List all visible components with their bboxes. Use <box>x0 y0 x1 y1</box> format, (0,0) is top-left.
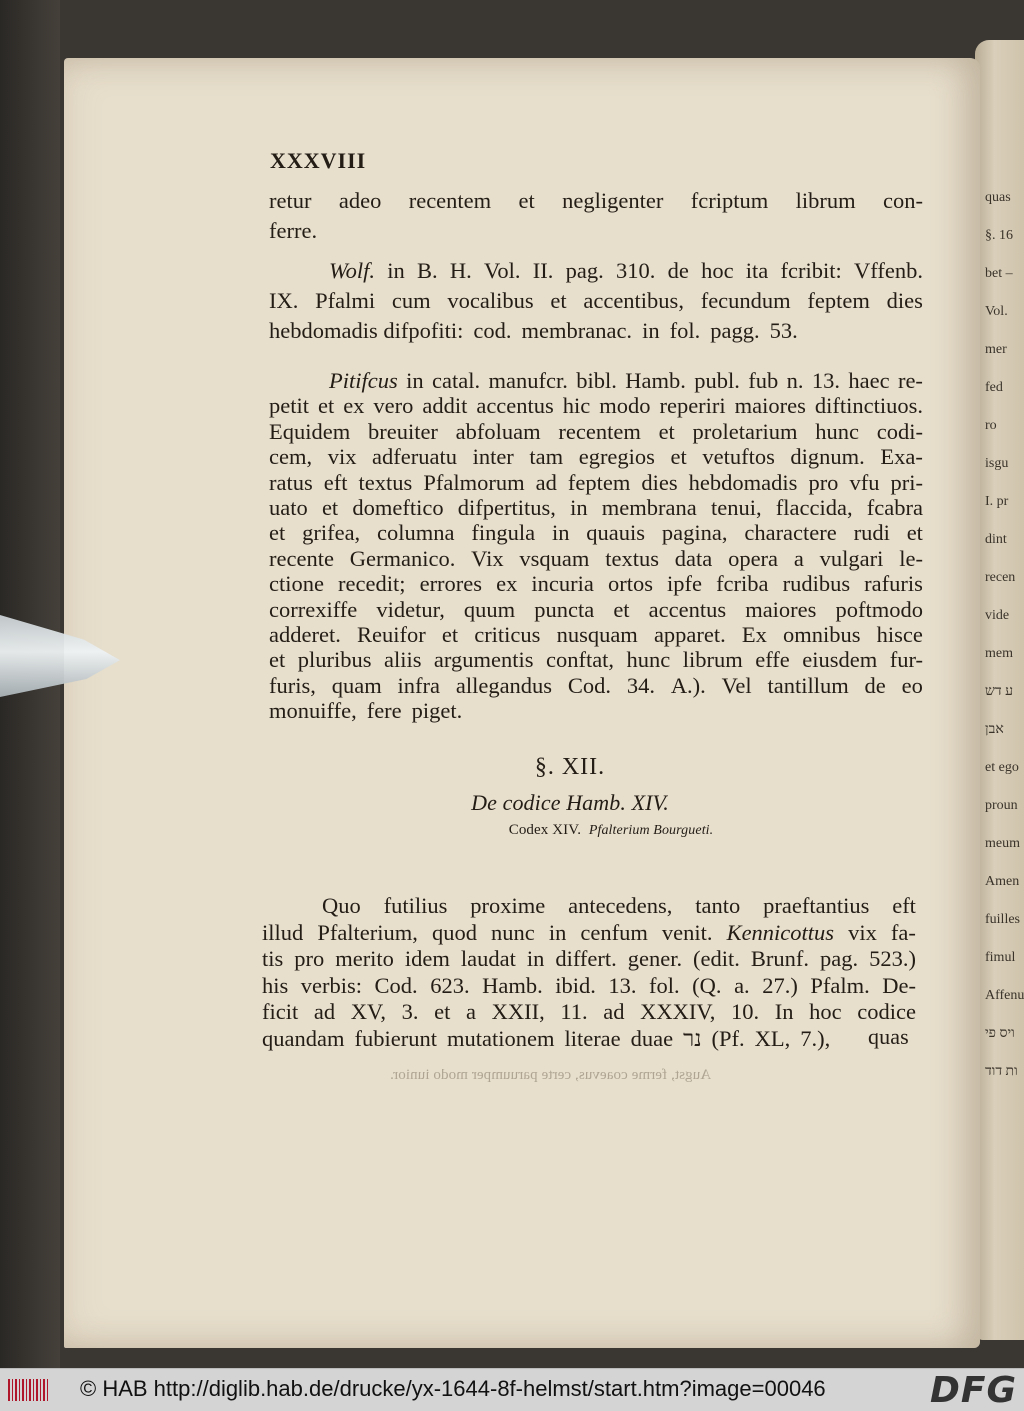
word: n. <box>786 368 804 393</box>
word: XXII, <box>491 999 545 1024</box>
word: vulgari <box>819 545 884 571</box>
word: nunc <box>491 919 535 945</box>
word: Vffenb. <box>854 258 923 283</box>
word: et <box>269 520 286 546</box>
word: hunc <box>626 647 671 673</box>
para4-line <box>262 946 916 976</box>
word: eft <box>892 893 916 918</box>
word: ficit <box>262 999 299 1024</box>
word: errores <box>419 571 483 597</box>
word: maiores <box>745 596 817 622</box>
word: in <box>642 318 660 343</box>
word: 523.) <box>869 946 916 971</box>
word: feptem <box>567 469 631 495</box>
word: omnibus <box>783 622 861 647</box>
word: fingula <box>471 520 536 546</box>
word: apparet. <box>653 622 726 647</box>
word: vocalibus <box>447 288 534 313</box>
word: allegandus <box>455 672 553 698</box>
word: vero <box>373 393 414 419</box>
word: furis, <box>269 672 316 698</box>
word: antecedens, <box>568 893 673 918</box>
next-page-fragment: bet – <box>985 266 1013 281</box>
word: 13. <box>811 368 840 393</box>
word: recentem <box>408 188 492 213</box>
word: cod. <box>473 318 512 343</box>
word: uato <box>269 495 308 520</box>
bleed-through-text: Augst, ferme coaevus, certe paruumper modo iunior. <box>390 1067 712 1083</box>
word: et <box>434 999 451 1024</box>
word: Pfalmi <box>315 288 376 313</box>
word: abfoluam <box>455 418 541 444</box>
word: hisce <box>876 622 923 647</box>
word: (Pf. <box>711 1025 745 1051</box>
word: ratus <box>269 469 313 495</box>
word: In <box>774 999 794 1024</box>
word: duae <box>630 1025 674 1051</box>
next-page-fragment: vide <box>985 608 1010 623</box>
word: in <box>551 520 570 546</box>
word: et <box>441 622 459 647</box>
word: Pfalmorum <box>423 469 525 495</box>
word: a <box>793 545 804 571</box>
word: Vix <box>471 545 504 571</box>
word: vetuftos <box>702 444 775 470</box>
word: 10. <box>730 999 760 1024</box>
word: ctione <box>269 571 324 597</box>
word: charactere <box>744 520 837 546</box>
word: et <box>317 393 335 419</box>
word: vix <box>327 444 357 470</box>
word: maiores <box>734 393 806 419</box>
page-number: XXXVIII <box>270 148 367 173</box>
word: hic <box>562 393 591 419</box>
word: eo <box>901 672 923 698</box>
word: feptem <box>807 288 870 313</box>
word: fcriba <box>716 571 769 597</box>
para4-line <box>262 1026 916 1056</box>
section-heading: §. XII. <box>534 754 606 780</box>
word: fur- <box>889 647 923 673</box>
word: Quo <box>322 893 361 918</box>
word: vsquam <box>519 545 590 571</box>
para4-line <box>322 893 916 923</box>
word: rudi <box>853 520 890 546</box>
word: con- <box>883 188 923 213</box>
word: literae <box>564 1025 621 1051</box>
next-page-fragment: fuilles <box>985 912 1020 927</box>
word: Pitifcus <box>329 368 398 393</box>
para3-line <box>269 698 923 728</box>
word: ad <box>313 999 336 1024</box>
word: H. <box>449 258 472 283</box>
word: fere <box>366 698 402 724</box>
word: 7.), <box>800 1025 831 1051</box>
word: recente <box>269 545 334 571</box>
word: in <box>526 946 545 971</box>
word: quod <box>431 919 477 945</box>
word: et <box>269 647 286 673</box>
word: in <box>387 258 405 283</box>
word: accentus <box>476 393 554 419</box>
word: hebdomadis <box>688 469 798 495</box>
word: infra <box>397 672 441 698</box>
word: 27.) <box>762 972 798 998</box>
word: puncta <box>534 596 595 622</box>
next-page-fragment: §. 16 <box>985 228 1013 243</box>
word: venit. <box>661 919 713 945</box>
next-page-fragment: proun <box>985 798 1018 813</box>
viewer-footer <box>0 1368 1024 1411</box>
word: fol. <box>649 972 680 998</box>
word: II. <box>532 258 554 283</box>
word: ipfe <box>667 571 702 597</box>
next-page-fragment: ויס פי <box>985 1026 1015 1041</box>
word: Cod. <box>567 672 612 698</box>
word: correxiffe <box>269 596 358 622</box>
word: bibl. <box>576 368 617 393</box>
word: quum <box>463 596 516 622</box>
word: publ. <box>694 368 740 393</box>
word: hebdomadis difpofiti: <box>269 318 464 343</box>
word: Germanico. <box>349 545 456 571</box>
word: rafuris <box>864 571 923 597</box>
word: opera <box>728 545 779 571</box>
word: codice <box>857 999 916 1024</box>
word: dies <box>641 469 678 495</box>
codex-label: Codex XIV. <box>508 822 582 838</box>
word: tenui, <box>710 495 762 520</box>
word: rudibus <box>782 571 851 597</box>
word: 3. <box>401 999 419 1024</box>
hab-barcode-icon <box>8 1379 50 1401</box>
word: ferre. <box>269 218 318 243</box>
word: criticus <box>474 622 541 647</box>
word: his <box>262 972 289 998</box>
word: Pfalterium, <box>317 919 418 945</box>
word: pagg. <box>710 318 760 343</box>
word: XXXIV, <box>640 999 716 1024</box>
word: conftat, <box>545 647 615 673</box>
word: Cod. <box>374 972 418 998</box>
word: codi- <box>876 418 923 444</box>
next-page-fragment: dint <box>985 532 1007 547</box>
word: dignum. <box>790 444 865 470</box>
word: 11. <box>560 999 588 1024</box>
word: De- <box>882 972 916 998</box>
next-page-edge <box>975 40 1024 1340</box>
word: pagina, <box>661 520 728 546</box>
word: data <box>674 545 713 571</box>
word: egregios <box>578 444 655 470</box>
word: fecundum <box>700 288 791 313</box>
word: pluribus <box>297 647 372 673</box>
word: fcribit: <box>780 258 842 283</box>
word: ortos <box>607 571 653 597</box>
word: et <box>518 188 535 213</box>
word: ibid. <box>555 972 596 998</box>
word: adeo <box>338 188 382 213</box>
word: Brunf. <box>750 946 809 971</box>
word: modo <box>599 393 651 419</box>
next-page-fragment: meum <box>985 836 1020 851</box>
word: eiusdem <box>802 647 878 673</box>
word: adferuatu <box>372 444 457 470</box>
next-page-fragment: mer <box>985 342 1007 357</box>
word: Equidem <box>269 418 351 444</box>
word: tantillum <box>767 672 849 698</box>
para4-line <box>262 920 916 950</box>
word: Vel <box>721 672 752 698</box>
word: quam <box>331 672 382 698</box>
word: B. <box>417 258 438 283</box>
word: reperiri <box>659 393 726 419</box>
word: vfu <box>849 469 880 495</box>
word: de <box>667 258 689 283</box>
word: columna <box>377 520 455 546</box>
next-page-fragment: Amen <box>985 874 1020 889</box>
word: pro <box>294 946 325 971</box>
word: cem, <box>269 444 313 470</box>
word: fol. <box>669 318 701 343</box>
word: XV, <box>350 999 386 1024</box>
word: poftmodo <box>835 596 923 622</box>
word: 623. <box>430 972 470 998</box>
word: Hamb. <box>625 368 686 393</box>
catchword: quas <box>868 1024 909 1049</box>
word: merito <box>335 946 394 971</box>
word: XL, <box>754 1025 791 1051</box>
word: נר <box>683 1025 702 1051</box>
word: negligenter <box>562 188 664 213</box>
word: gener. <box>627 946 683 971</box>
next-page-fragment: fimul <box>985 950 1016 965</box>
word: (Q. <box>692 972 722 998</box>
next-page-fragment: isgu <box>985 456 1009 471</box>
word: ex <box>343 393 365 419</box>
word: differt. <box>555 946 617 971</box>
word: ex <box>496 571 518 597</box>
word: hoc <box>701 258 734 283</box>
word: a. <box>734 972 750 998</box>
word: cenfum <box>580 919 648 945</box>
para2-line <box>269 318 923 348</box>
word: Exa- <box>880 444 923 470</box>
word: catal. <box>432 368 481 393</box>
para2-line <box>269 288 923 318</box>
word: haec <box>848 368 890 393</box>
word: cum <box>391 288 431 313</box>
word: pag. <box>819 946 859 971</box>
word: nusquam <box>556 622 638 647</box>
word: membrana <box>601 495 697 520</box>
word: recentem <box>558 418 641 444</box>
word: ad <box>603 999 625 1024</box>
word: difpertitus, <box>457 495 556 520</box>
word: tis <box>262 946 284 971</box>
word: petit <box>269 393 309 419</box>
word: Wolf. <box>329 258 376 283</box>
word: illud <box>262 919 304 945</box>
word: Vol. <box>484 258 521 283</box>
para1-line <box>269 188 923 218</box>
word: diftinctiuos. <box>814 393 923 419</box>
word: et <box>550 288 567 313</box>
next-page-fragment: ע דש <box>985 684 1014 699</box>
word: Hamb. <box>482 972 543 998</box>
next-page-fragment: Vol. <box>985 304 1008 319</box>
word: a <box>465 999 476 1024</box>
word: vix <box>848 919 877 945</box>
word: videtur, <box>376 596 445 622</box>
word: membranac. <box>521 318 633 343</box>
word: mutationem <box>446 1025 555 1051</box>
word: hoc <box>809 999 842 1024</box>
para1-line <box>269 218 923 248</box>
next-page-fragment: ro <box>985 418 997 433</box>
word: eft <box>323 469 348 495</box>
word: re- <box>897 368 923 393</box>
para4-line <box>262 999 916 1029</box>
next-page-fragment: ות דוד <box>985 1064 1018 1079</box>
next-page-fragment: Affenu <box>985 988 1024 1003</box>
word: adderet. <box>269 622 341 647</box>
word: inter <box>472 444 514 470</box>
codex-title: Pfalterium Bourgueti. <box>588 823 714 838</box>
footer-url[interactable]: © HAB http://diglib.hab.de/drucke/yx-1644-8f-helmst/start.htm?image=00046 <box>80 1376 826 1401</box>
word: et <box>670 444 687 470</box>
next-page-fragment: fed <box>985 380 1003 395</box>
word: accentibus, <box>583 288 684 313</box>
word: 310. <box>615 258 656 283</box>
word: A.). <box>670 672 706 698</box>
word: ad <box>535 469 557 495</box>
word: et <box>658 418 675 444</box>
word: pag. <box>565 258 604 283</box>
next-page-fragment: mem <box>985 646 1013 661</box>
word: tanto <box>695 893 741 918</box>
word: argumentis <box>433 647 534 673</box>
para4-line <box>262 973 916 1003</box>
word: futilius <box>383 893 448 918</box>
word: dies <box>886 288 923 313</box>
word: librum <box>795 188 856 213</box>
word: de <box>864 672 886 698</box>
next-page-fragment: I. pr <box>985 494 1009 509</box>
word: domeftico <box>352 495 444 520</box>
para2-line <box>329 258 923 288</box>
word: proletarium <box>692 418 798 444</box>
word: et <box>321 495 339 520</box>
word: accentus <box>648 596 727 622</box>
word: grifea, <box>302 520 361 546</box>
word: retur <box>269 188 312 213</box>
word: 53. <box>769 318 798 343</box>
word: Reuifor <box>356 622 426 647</box>
word: hunc <box>815 418 859 444</box>
word: Ex <box>741 622 767 647</box>
word: incuria <box>531 571 594 597</box>
word: IX. <box>269 288 299 313</box>
codex-caption <box>0 822 1024 839</box>
word: fa- <box>890 919 916 945</box>
section-subheading: De codice Hamb. XIV. <box>471 790 669 815</box>
word: quandam <box>262 1025 345 1051</box>
word: textus <box>605 545 659 571</box>
word: Pfalm. <box>810 972 870 998</box>
word: fubierunt <box>354 1025 437 1051</box>
word: (edit. <box>693 946 740 971</box>
word: quauis <box>586 520 646 546</box>
word: fcabra <box>866 495 923 520</box>
word: idem <box>404 946 450 971</box>
word: flaccida, <box>775 495 853 520</box>
next-page-fragment: recen <box>985 570 1016 585</box>
word: breuiter <box>367 418 438 444</box>
word: 13. <box>608 972 637 998</box>
word: aliis <box>383 647 422 673</box>
word: praeftantius <box>763 893 870 918</box>
word: piget. <box>411 698 463 724</box>
next-page-fragment: et ego <box>985 760 1019 775</box>
word: textus <box>358 469 413 495</box>
word: ita <box>745 258 769 283</box>
word: et <box>613 596 630 622</box>
next-page-fragment: quas <box>985 190 1011 205</box>
word: fub <box>748 368 779 393</box>
word: in <box>570 495 588 520</box>
word: verbis: <box>300 972 363 998</box>
next-page-fragment: אבן <box>985 722 1004 737</box>
word: in <box>406 368 424 393</box>
word: Kennicottus <box>726 919 835 945</box>
word: et <box>906 520 923 546</box>
word: librum <box>682 647 743 673</box>
word: recedit; <box>338 571 406 597</box>
word: manufcr. <box>488 368 568 393</box>
word: le- <box>899 545 923 571</box>
word: proxime <box>470 893 546 918</box>
word: monuiffe, <box>269 698 357 724</box>
word: fcriptum <box>690 188 769 213</box>
word: addit <box>422 393 468 419</box>
word: in <box>548 919 567 945</box>
word: pri- <box>890 469 923 495</box>
word: tam <box>529 444 564 470</box>
word: 34. <box>626 672 655 698</box>
dfg-logo: DFG <box>930 1370 1018 1411</box>
word: pro <box>808 469 839 495</box>
word: effe <box>755 647 790 673</box>
word: laudat <box>460 946 516 971</box>
